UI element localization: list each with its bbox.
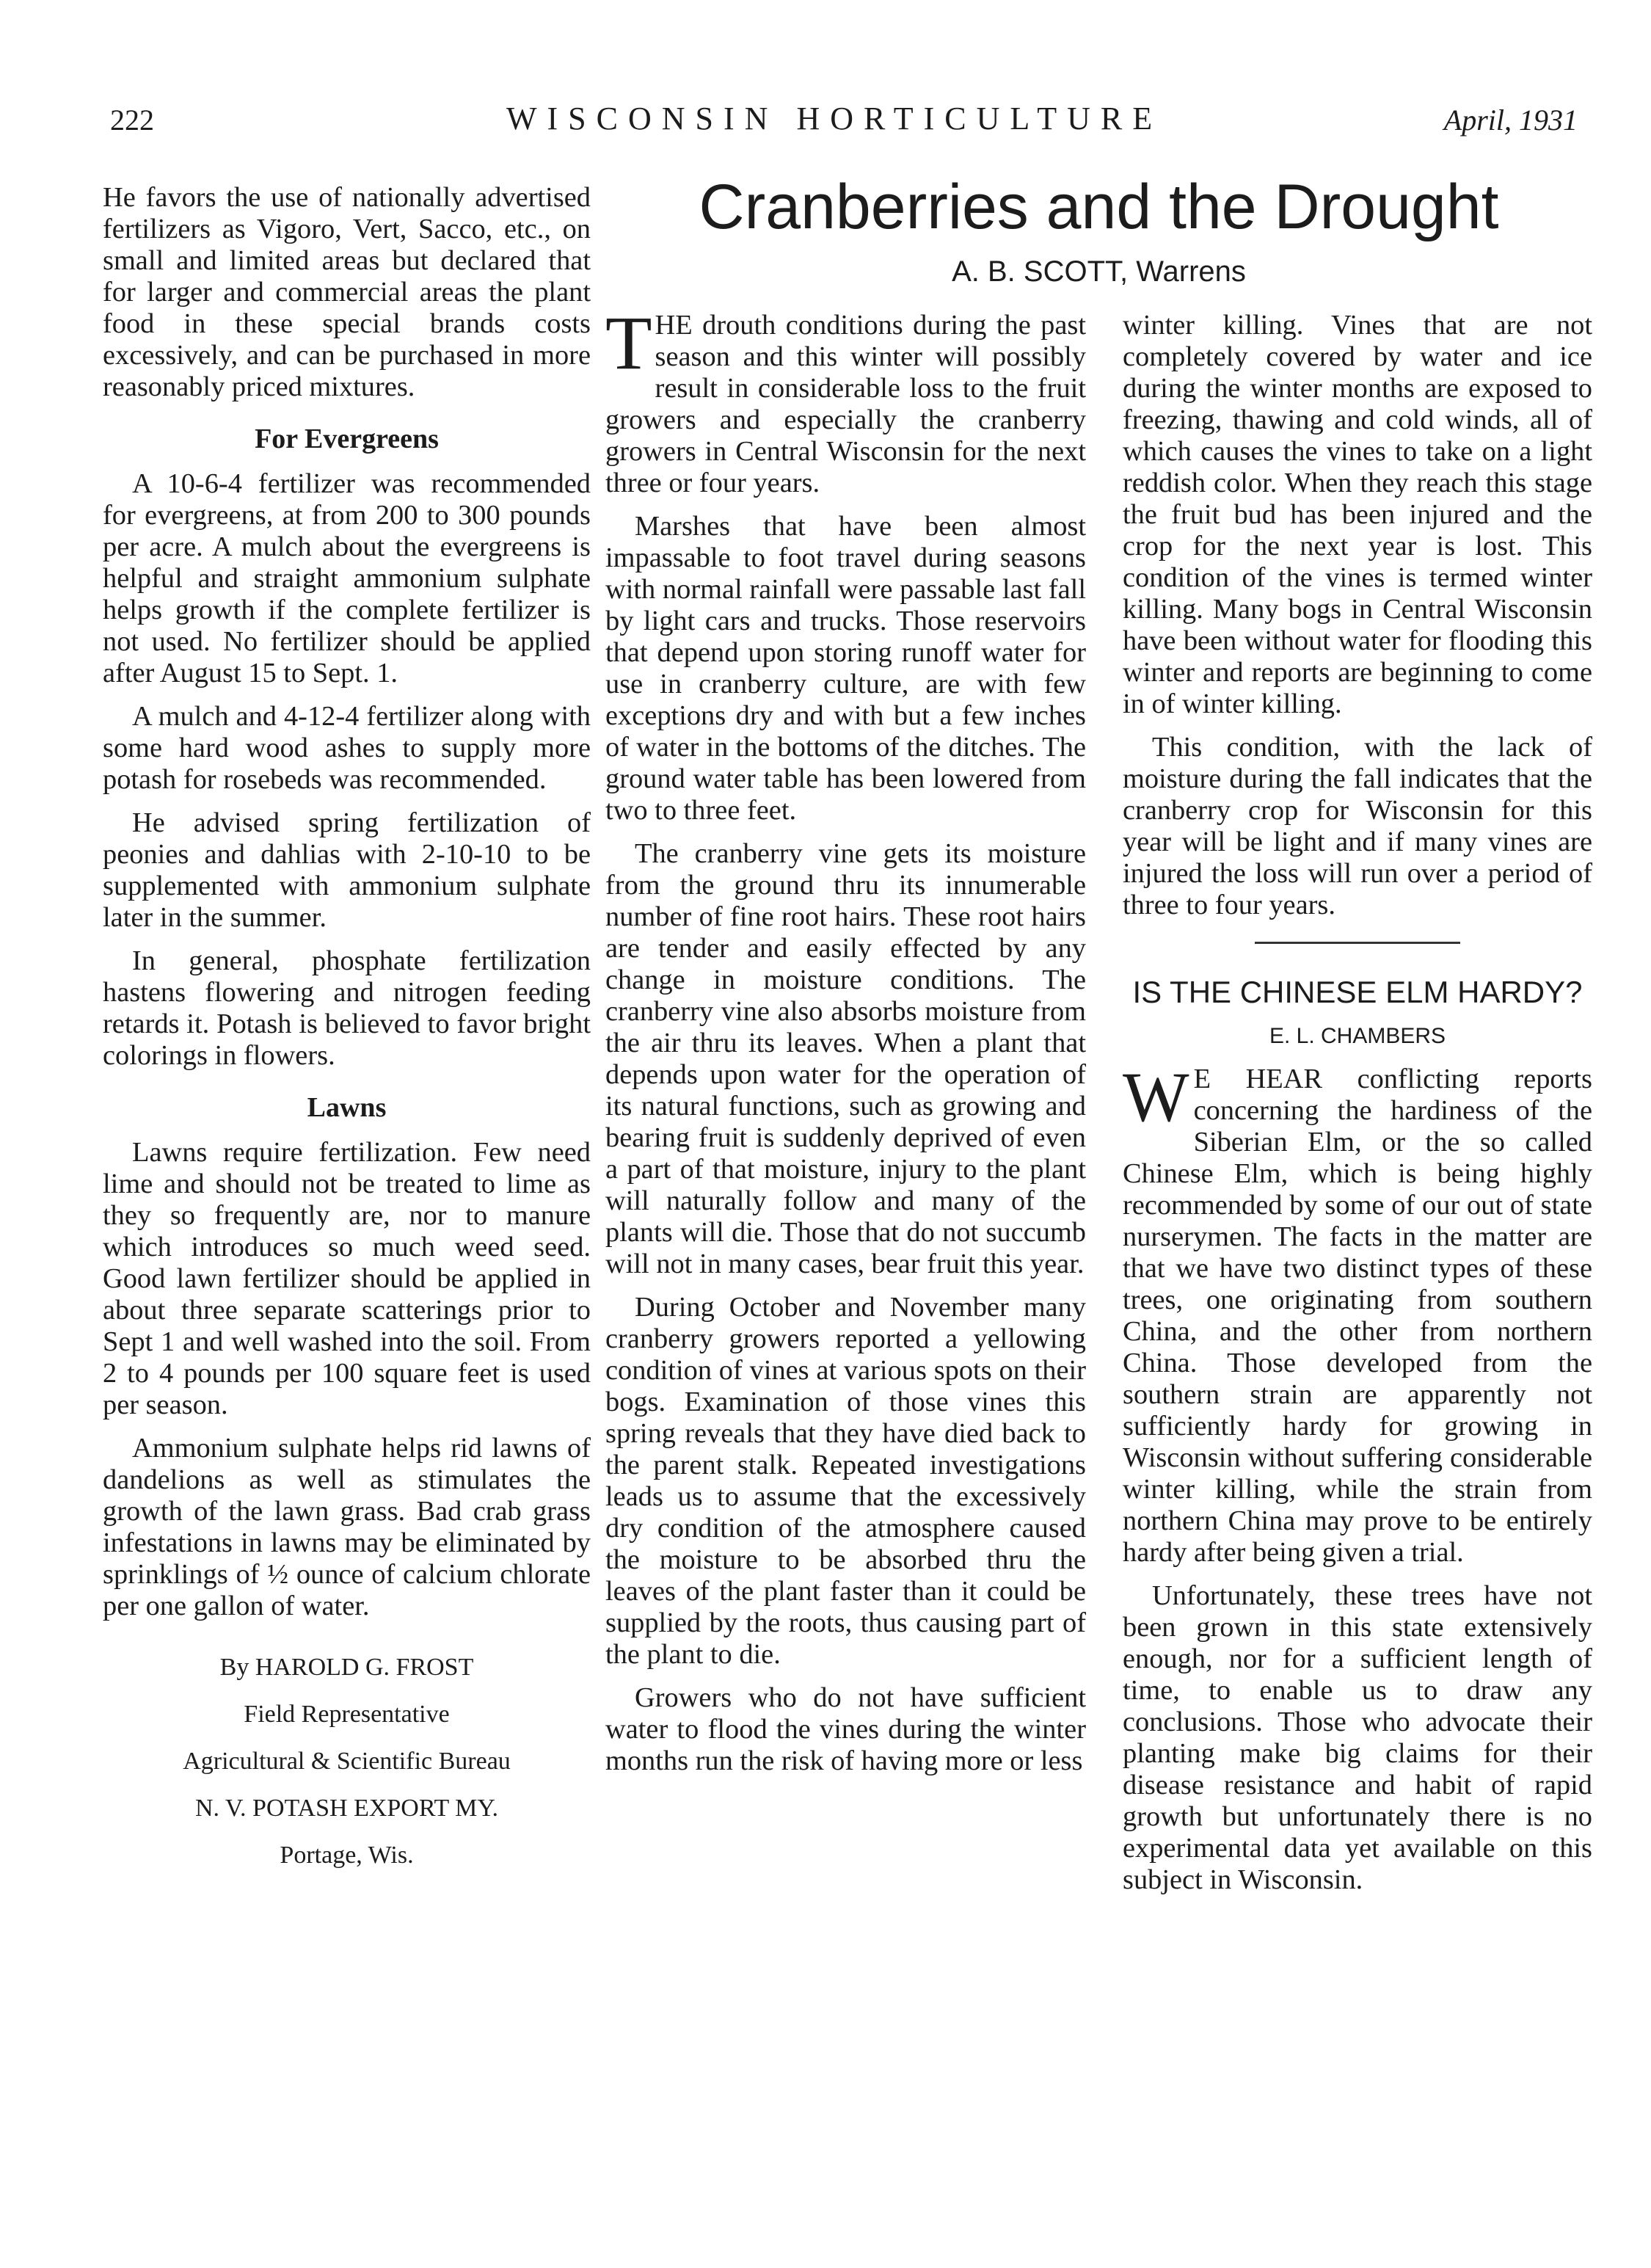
signature-org: Agricultural & Scientific Bureau [183, 1748, 511, 1775]
signature-company: N. V. POTASH EXPORT MY. [194, 1795, 499, 1822]
article-author: A. B. SCOTT, Warrens [952, 255, 1246, 288]
elm-article-author: E. L. CHAMBERS [1269, 1024, 1446, 1048]
issue-date: April, 1931 [1443, 103, 1578, 137]
paragraph: The cranberry vine gets its moisture from the ground thru its innumerable number of fine root hairs. These root hairs are tender and easily effected by any change in moisture conditions. The cranberry vine also absorbs moisture from the air thru its leaves. When a plant that depends upon water for the operation of its natural functions, such as growing and bearing fruit is suddenly deprived of even a part of that moisture, injury to the plant will naturally follow and many of the plants will die. Those that do not succumb will not in many cases, bear fruit this year. [605, 838, 1086, 1279]
left-column [103, 182, 591, 1879]
paragraph: Marshes that have been almost impassable to foot travel during seasons with normal rainfall were passable last fall by light cars and trucks. Those reservoirs that depend upon storing runoff water for use in cranberry culture, are with few exceptions dry and with but a few inches of water in the bottoms of the ditches. The ground water table has been lowered from two to three feet. [605, 511, 1086, 826]
drop-cap: T [605, 301, 652, 385]
elm-article-title: IS THE CHINESE ELM HARDY? [1132, 975, 1583, 1009]
page-number: 222 [110, 103, 154, 137]
paragraph: W E HEAR conflicting reports concerning the hardiness of the Siberian Elm, or the so called Chinese Elm, which is being highly recommended by some of our out of state nurserymen. The facts in the matter are that we have two distinct types of these trees, one originating from southern China, and the other from northern China. Those developed from the southern strain are apparently not sufficiently hardy for growing in Wisconsin without suffering considerable winter killing, while the strain from northern China may prove to be entirely hardy after being given a trial. [1123, 1058, 1592, 1568]
page-header [0, 0, 1651, 147]
paragraph: In general, phosphate fertilization hastens flowering and nitrogen feeding retards it. Potash is believed to favor bright colorings in flowers. [103, 945, 591, 1071]
fertilizer-intro: He favors the use of nationally advertised fertilizers as Vigoro, Vert, Sacco, etc., on small and limited areas but declared that for larger and commercial areas the plant food in these special brands costs excessively, and can be purchased in more reasonably priced mixtures. [103, 182, 591, 402]
journal-title: WISCONSIN HORTICULTURE [506, 101, 1163, 137]
paragraph: A 10-6-4 fertilizer was recommended for evergreens, at from 200 to 300 pounds per acre. A mulch about the evergreens is helpful and straight ammonium sulphate helps growth if the complete fertilizer is not used. No fertilizer should be applied after August 15 to Sept. 1. [103, 468, 591, 688]
signature-block [103, 1644, 591, 1879]
paragraph: During October and November many cranberry growers reported a yellowing condition of vines at various spots on their bogs. Examination of those vines this spring reveals that they have died back to the parent stalk. Repeated investigations leads us to assume that the excessively dry condition of the atmosphere caused the moisture to be absorbed thru the leaves of the plant faster than it could be supplied by the roots, thus causing part of the plant to die. [605, 1292, 1086, 1670]
paragraph: Ammonium sulphate helps rid lawns of dandelions as well as stimulates the growth of the lawn grass. Bad crab grass infestations in lawns may be eliminated by sprinklings of ½ ounce of calcium chlorate per one gallon of water. [103, 1433, 591, 1621]
signature-byline: By HAROLD G. FROST [219, 1654, 474, 1681]
paragraph: Growers who do not have sufficient water to flood the vines during the winter months run the risk of having more or less [605, 1682, 1086, 1776]
paragraph: THE drouth conditions during the past season and this winter will possibly result in considerable loss to the fruit growers and especially the cranberry growers in Central Wisconsin for the next three or four years. [605, 301, 1086, 498]
drop-cap: W [1123, 1058, 1189, 1136]
paragraph: Lawns require fertilization. Few need lime and should not be treated to lime as they so frequently are, nor to manure which introduces so much weed seed. Good lawn fertilizer should be applied in about three separate scatterings prior to Sept 1 and well washed into the soil. From 2 to 4 pounds per 100 square feet is used per season. [103, 1137, 591, 1420]
middle-column [605, 301, 1086, 1789]
article-title: Cranberries and the Drought [699, 172, 1499, 242]
paragraph: Unfortunately, these trees have not been grown in this state extensively enough, nor for a sufficient length of time, to enable us to draw any conclusions. Those who advocate their planting make big claims for their disease resistance and habit of rapid growth but unfortunately there is no experimental data yet available on this subject in Wisconsin. [1123, 1580, 1592, 1895]
paragraph: A mulch and 4-12-4 fertilizer along with some hard wood ashes to supply more potash for rosebeds was recommended. [103, 701, 591, 795]
right-column [1123, 310, 1592, 1908]
evergreens-heading: For Evergreens [255, 424, 439, 454]
divider [1255, 942, 1460, 944]
paragraph: This condition, with the lack of moisture during the fall indicates that the cranberry crop for Wisconsin for this year will be light and if many vines are injured the loss will run over a period of three to four years. [1123, 732, 1592, 920]
paragraph: He advised spring fertilization of peonies and dahlias with 2-10-10 to be supplemented with ammonium sulphate later in the summer. [103, 807, 591, 933]
signature-location: Portage, Wis. [280, 1842, 414, 1869]
lawns-heading: Lawns [307, 1092, 387, 1123]
paragraph: winter killing. Vines that are not completely covered by water and ice during the winter months are exposed to freezing, thawing and cold winds, all of which causes the vines to take on a light reddish color. When they reach this stage the fruit bud has been injured and the crop for the next year is lost. This condition of the vines is termed winter killing. Many bogs in Central Wisconsin have been without water for flooding this winter and reports are beginning to come in of winter killing. [1123, 310, 1592, 719]
signature-title: Field Representative [244, 1701, 450, 1728]
